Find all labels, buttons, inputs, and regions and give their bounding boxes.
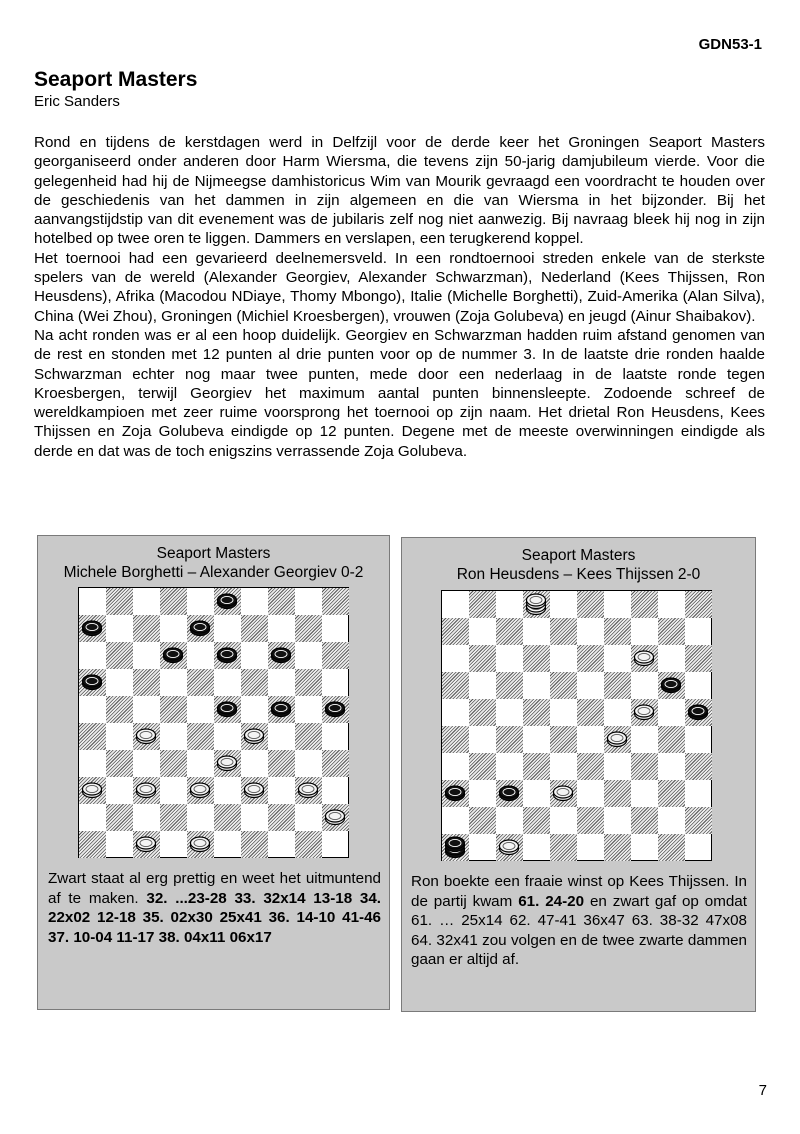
light-square [658, 645, 685, 672]
light-square [550, 591, 577, 618]
light-square [442, 591, 469, 618]
dark-square [604, 618, 631, 645]
light-square [496, 645, 523, 672]
dark-square [442, 726, 469, 753]
light-square [577, 672, 604, 699]
black-man-piece [214, 696, 240, 727]
light-square [631, 726, 658, 753]
white-man-piece [631, 699, 657, 730]
white-man-piece [631, 645, 657, 676]
light-square [187, 696, 214, 723]
commentary-text: Zwart staat al erg prettig en weet het uitmuntend af te maken. [48, 870, 381, 907]
light-square [550, 753, 577, 780]
black-man-piece [322, 696, 348, 727]
light-square [550, 699, 577, 726]
light-square [160, 723, 187, 750]
light-square [469, 618, 496, 645]
diagram-event: Seaport Masters [521, 547, 636, 564]
white-man-piece [604, 726, 630, 757]
diagram-caption [402, 538, 755, 584]
dark-square [604, 780, 631, 807]
light-square [631, 672, 658, 699]
light-square [160, 831, 187, 858]
light-square [322, 723, 349, 750]
light-square [322, 831, 349, 858]
light-square [187, 642, 214, 669]
dark-square [550, 726, 577, 753]
dark-square [523, 753, 550, 780]
light-square [442, 699, 469, 726]
light-square [160, 615, 187, 642]
dark-square [523, 807, 550, 834]
black-man-piece [79, 669, 105, 700]
light-square [604, 645, 631, 672]
light-square [241, 804, 268, 831]
light-square [295, 804, 322, 831]
dark-square [577, 591, 604, 618]
dark-square [550, 618, 577, 645]
light-square [523, 780, 550, 807]
black-man-piece [685, 699, 711, 730]
dark-square [469, 699, 496, 726]
dark-square [322, 588, 349, 615]
light-square [577, 834, 604, 861]
light-square [631, 834, 658, 861]
white-man-piece [322, 804, 348, 835]
diagram-panel-heusdens-thijssen [401, 537, 756, 1012]
commentary-moves: 32. ...23-28 33. 32x14 13-18 34. 22x02 12-18 35. 02x30 25x41 36. 14-10 41-46 37. 10-04 11-17 38. 04x11 06x17 [48, 889, 381, 946]
dark-square [523, 699, 550, 726]
dark-square [577, 753, 604, 780]
light-square [469, 726, 496, 753]
diagram-commentary [48, 869, 381, 947]
dark-square [295, 615, 322, 642]
light-square [442, 807, 469, 834]
light-square [523, 618, 550, 645]
light-square [241, 588, 268, 615]
article-paragraph: Na acht ronden was er al een hoop duidelijk. Georgiev en Schwarzman hadden ruim afstand genomen van de rest en stonden met 12 punten al drie punten voor op de nummer 3. In de laatste drie ronden haalde Schwarzman echter nog maar twee punten, mede door een nederlaag in de laatste ronde tegen Kroesbergen, terwijl Georgiev het maximum aantal punten binnensleepte. Zodoende schreef de wereldkampioen met zeer ruime voorsprong het toernooi op zijn naam. Het drietal Ron Heusdens, Kees Thijssen en Zoja Golubeva eindigde op 12 punten. Degene met de meeste overwinningen eindigde als derde en dat was de toch enigszins verrassende Zoja Golubeva. [34, 326, 765, 460]
white-man-piece [133, 777, 159, 808]
light-square [496, 699, 523, 726]
white-man-piece [295, 777, 321, 808]
light-square [133, 642, 160, 669]
dark-square [106, 696, 133, 723]
dark-square [550, 672, 577, 699]
light-square [160, 777, 187, 804]
light-square [106, 723, 133, 750]
diagram-caption [38, 536, 389, 582]
dark-square [160, 696, 187, 723]
dark-square [685, 645, 712, 672]
black-man-piece [496, 780, 522, 811]
light-square [214, 777, 241, 804]
dark-square [685, 753, 712, 780]
light-square [106, 831, 133, 858]
dark-square [160, 588, 187, 615]
dark-square [268, 804, 295, 831]
article-title: Seaport Masters [34, 68, 198, 91]
dark-square [106, 588, 133, 615]
dark-square [295, 723, 322, 750]
light-square [187, 588, 214, 615]
white-man-piece [133, 723, 159, 754]
dark-square [631, 753, 658, 780]
dark-square [604, 834, 631, 861]
light-square [496, 807, 523, 834]
white-man-piece [187, 831, 213, 862]
dark-square [604, 672, 631, 699]
light-square [187, 804, 214, 831]
dark-square [295, 831, 322, 858]
page-code: GDN53-1 [698, 36, 762, 53]
light-square [658, 753, 685, 780]
light-square [322, 615, 349, 642]
light-square [442, 645, 469, 672]
light-square [295, 696, 322, 723]
light-square [469, 672, 496, 699]
light-square [604, 591, 631, 618]
light-square [106, 777, 133, 804]
page-number: 7 [758, 1082, 767, 1099]
dark-square [241, 831, 268, 858]
dark-square [295, 669, 322, 696]
light-square [685, 672, 712, 699]
light-square [577, 726, 604, 753]
dark-square [133, 615, 160, 642]
dark-square [133, 669, 160, 696]
dark-square [187, 669, 214, 696]
dark-square [469, 753, 496, 780]
diagram-event: Seaport Masters [156, 545, 271, 562]
dark-square [469, 591, 496, 618]
light-square [550, 807, 577, 834]
light-square [523, 672, 550, 699]
dark-square [685, 807, 712, 834]
light-square [133, 804, 160, 831]
draughts-board [78, 587, 349, 858]
white-man-piece [550, 780, 576, 811]
light-square [322, 777, 349, 804]
light-square [133, 696, 160, 723]
dark-square [631, 807, 658, 834]
black-man-piece [658, 672, 684, 703]
black-man-piece [442, 780, 468, 811]
light-square [550, 645, 577, 672]
white-man-piece [79, 777, 105, 808]
light-square [523, 726, 550, 753]
black-man-piece [160, 642, 186, 673]
light-square [685, 618, 712, 645]
light-square [295, 750, 322, 777]
light-square [496, 753, 523, 780]
dark-square [577, 699, 604, 726]
dark-square [214, 804, 241, 831]
article-body [34, 133, 765, 461]
white-man-piece [241, 777, 267, 808]
draughts-board [441, 590, 712, 861]
light-square [79, 696, 106, 723]
light-square [322, 669, 349, 696]
dark-square [469, 807, 496, 834]
light-square [106, 669, 133, 696]
light-square [268, 777, 295, 804]
dark-square [160, 750, 187, 777]
dark-square [496, 726, 523, 753]
black-man-piece [214, 588, 240, 619]
light-square [658, 591, 685, 618]
dark-square [577, 807, 604, 834]
dark-square [187, 723, 214, 750]
dark-square [442, 672, 469, 699]
white-man-piece [187, 777, 213, 808]
light-square [604, 807, 631, 834]
dark-square [241, 669, 268, 696]
light-square [295, 642, 322, 669]
dark-square [658, 726, 685, 753]
light-square [241, 750, 268, 777]
light-square [214, 831, 241, 858]
dark-square [106, 642, 133, 669]
dark-square [496, 618, 523, 645]
light-square [79, 804, 106, 831]
light-square [214, 615, 241, 642]
light-square [268, 723, 295, 750]
light-square [214, 723, 241, 750]
light-square [469, 780, 496, 807]
article-paragraph: Het toernooi had een gevarieerd deelnemersveld. In een rondtoernooi streden enkele van de sterkste spelers van de wereld (Alexander Georgiev, Alexander Schwarzman), Nederland (Kees Thijssen, Ron Heusdens), Afrika (Macodou NDiaye, Thomy Mbongo), Italie (Michelle Borghetti), Zuid-Amerika (Alan Silva), China (Wei Zhou), Groningen (Michiel Kroesbergen), vrouwen (Zoja Golubeva) en jeugd (Ainur Shaibakov). [34, 249, 765, 325]
black-man-piece [268, 696, 294, 727]
commentary-text: Ron boekte een fraaie winst op Kees Thijssen. In de partij kwam [411, 873, 747, 910]
white-man-piece [133, 831, 159, 862]
commentary-text-after: en zwart gaf op omdat 61. … 25x14 62. 47-41 36x47 63. 38-32 47x08 64. 32x41 zou volgen en de twee zwarte dammen gaan er altijd af. [411, 892, 747, 968]
light-square [214, 669, 241, 696]
light-square [79, 588, 106, 615]
dark-square [79, 723, 106, 750]
dark-square [442, 618, 469, 645]
light-square [604, 699, 631, 726]
article-paragraph: Rond en tijdens de kerstdagen werd in Delfzijl voor de derde keer het Groningen Seaport Masters georganiseerd onder anderen door Harm Wiersma, die tevens zijn 50-jarig damjubileum vierde. Voor die gelegenheid had hij de Nijmeegse damhistoricus Wim van Mourik gevraagd een voordracht te houden over de geschiedenis van het dammen in zijn algemeen en die van Wiersma in het bijzonder. Bij het aanvangstijdstip van dit evenement was de jubilaris zelf nog niet aanwezig. Bij navraag bleek hij nog in zijn hotelbed op twee oren te liggen. Dammers en verslapen, een terugkerend koppel. [34, 134, 765, 248]
light-square [133, 588, 160, 615]
diagram-game: Ron Heusdens – Kees Thijssen 2-0 [456, 566, 701, 583]
dark-square [79, 831, 106, 858]
light-square [658, 699, 685, 726]
dark-square [322, 642, 349, 669]
light-square [685, 726, 712, 753]
light-square [295, 588, 322, 615]
dark-square [268, 750, 295, 777]
light-square [106, 615, 133, 642]
light-square [469, 834, 496, 861]
white-man-piece [496, 834, 522, 865]
dark-square [523, 645, 550, 672]
diagram-game: Michele Borghetti – Alexander Georgiev 0-2 [63, 564, 364, 581]
light-square [268, 831, 295, 858]
light-square [685, 780, 712, 807]
dark-square [241, 615, 268, 642]
commentary-moves: 61. 24-20 [518, 892, 585, 910]
light-square [577, 618, 604, 645]
dark-square [106, 804, 133, 831]
light-square [79, 750, 106, 777]
black-man-piece [268, 642, 294, 673]
dark-square [685, 591, 712, 618]
light-square [577, 780, 604, 807]
light-square [523, 834, 550, 861]
dark-square [550, 834, 577, 861]
black-man-piece [187, 615, 213, 646]
black-man-piece [214, 642, 240, 673]
light-square [79, 642, 106, 669]
light-square [241, 642, 268, 669]
light-square [604, 753, 631, 780]
dark-square [268, 588, 295, 615]
dark-square [106, 750, 133, 777]
dark-square [322, 750, 349, 777]
white-man-piece [214, 750, 240, 781]
white-king-piece [523, 591, 549, 622]
light-square [442, 753, 469, 780]
light-square [631, 618, 658, 645]
light-square [658, 807, 685, 834]
light-square [685, 834, 712, 861]
dark-square [658, 834, 685, 861]
dark-square [160, 804, 187, 831]
diagram-commentary [411, 872, 747, 970]
white-man-piece [241, 723, 267, 754]
dark-square [469, 645, 496, 672]
light-square [133, 750, 160, 777]
dark-square [577, 645, 604, 672]
dark-square [496, 672, 523, 699]
dark-square [658, 780, 685, 807]
light-square [631, 780, 658, 807]
light-square [160, 669, 187, 696]
dark-square [631, 591, 658, 618]
light-square [496, 591, 523, 618]
diagram-panel-borghetti-georgiev [37, 535, 390, 1010]
article-author: Eric Sanders [34, 93, 120, 110]
black-man-piece [79, 615, 105, 646]
dark-square [658, 618, 685, 645]
light-square [241, 696, 268, 723]
light-square [187, 750, 214, 777]
light-square [268, 669, 295, 696]
light-square [268, 615, 295, 642]
black-king-piece [442, 834, 468, 865]
